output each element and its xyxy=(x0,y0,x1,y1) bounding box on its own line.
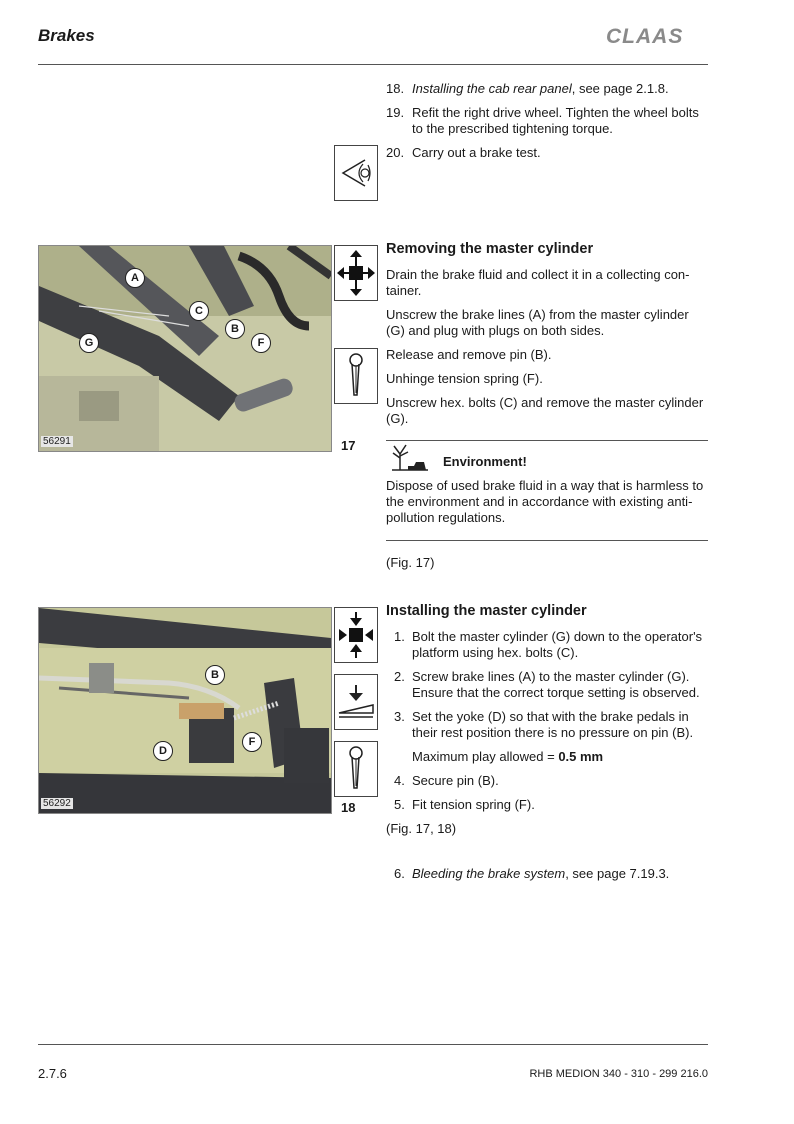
callout-a: A xyxy=(125,268,145,288)
callout-f: F xyxy=(251,333,271,353)
removing-p5: Unscrew hex. bolts (C) and remove the master cylinder (G). xyxy=(386,395,704,426)
install-step-2: 2. Screw brake lines (A) to the master cylinder (G). Ensure that the correct torque setting is observed. xyxy=(394,669,700,700)
figure-18-photo xyxy=(38,607,332,814)
remove-arrows-icon xyxy=(334,245,378,301)
page-number: 2.7.6 xyxy=(38,1066,67,1081)
installing-heading: Installing the master cylinder xyxy=(386,603,587,619)
cotter-pin-icon xyxy=(334,348,378,404)
env-text: Dispose of used brake fluid in a way that is harmless to the environment and in accordance with existing anti-pollution regulations. xyxy=(386,478,704,525)
removing-p3: Release and remove pin (B). xyxy=(386,347,552,362)
env-heading: Environment! xyxy=(443,454,527,469)
install-arrows-icon xyxy=(334,607,378,663)
installing-fig-ref: (Fig. 17, 18) xyxy=(386,821,457,836)
environment-tree-icon xyxy=(390,442,430,472)
torque-wedge-icon xyxy=(334,674,378,730)
cotter-pin-icon xyxy=(334,741,378,797)
figure-17-number: 17 xyxy=(341,438,356,453)
env-top-rule xyxy=(386,440,708,441)
eye-inspection-icon xyxy=(334,145,378,201)
callout-c: C xyxy=(189,301,209,321)
footer-rule xyxy=(38,1044,708,1045)
callout-b: B xyxy=(225,319,245,339)
removing-heading: Removing the master cylinder xyxy=(386,241,594,257)
svg-text:CLAAS: CLAAS xyxy=(606,25,684,46)
removing-p2: Unscrew the brake lines (A) from the master cylinder (G) and plug with plugs on both sides. xyxy=(386,307,689,338)
removing-p1: Drain the brake fluid and collect it in a collecting con- tainer. xyxy=(386,267,690,298)
removing-fig-ref: (Fig. 17) xyxy=(386,555,435,570)
photo-id-56292: 56292 xyxy=(43,798,71,809)
photo-id-56291: 56291 xyxy=(43,436,71,447)
install-step-3: 3. Set the yoke (D) so that with the brake pedals in their rest position there is no pressure on pin (B). xyxy=(394,709,694,740)
figure-17-photo xyxy=(38,245,332,452)
install-step-1: 1. Bolt the master cylinder (G) down to the operator's platform using hex. bolts (C). xyxy=(394,629,703,660)
claas-logo xyxy=(604,24,708,46)
callout-g: G xyxy=(79,333,99,353)
step-19: 19. Refit the right drive wheel. Tighten the wheel bolts to the prescribed tightening torque. xyxy=(386,105,699,136)
env-bottom-rule xyxy=(386,540,708,541)
figure-18-number: 18 xyxy=(341,800,356,815)
removing-p4: Unhinge tension spring (F). xyxy=(386,371,543,386)
page-header-title: Brakes xyxy=(38,26,95,45)
callout-b: B xyxy=(205,665,225,685)
header-rule xyxy=(38,64,708,65)
callout-d: D xyxy=(153,741,173,761)
document-id: RHB MEDION 340 - 310 - 299 216.0 xyxy=(529,1068,708,1080)
callout-f: F xyxy=(242,732,262,752)
max-play: Maximum play allowed = 0.5 mm xyxy=(412,749,604,764)
